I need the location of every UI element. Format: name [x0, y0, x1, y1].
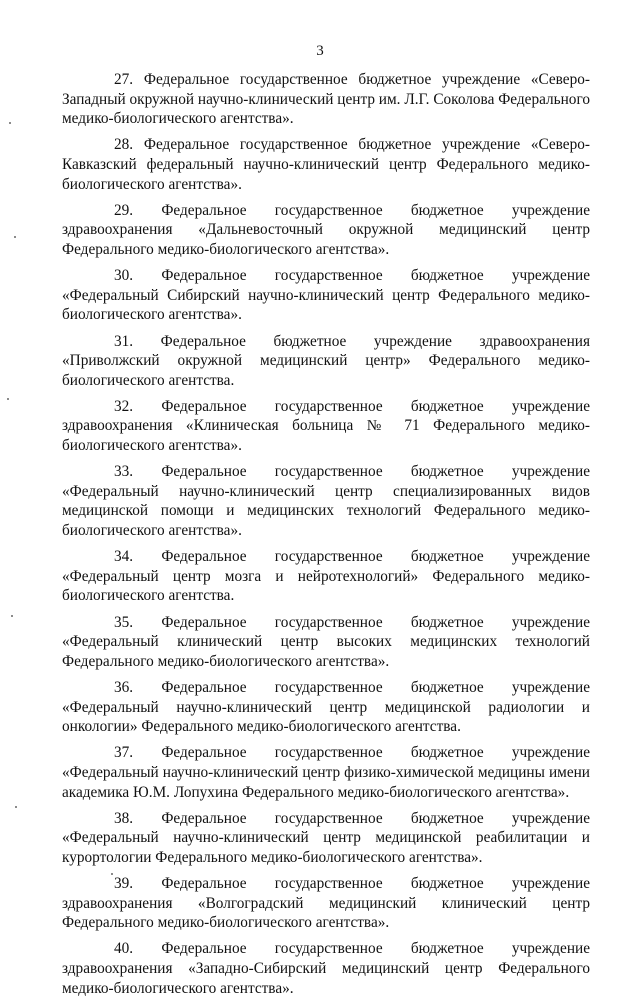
scan-speck	[11, 615, 13, 617]
institution-list	[62, 70, 590, 1005]
list-item-text: 35. Федеральное государственное бюджетное учреждение «Федеральный клинический центр высоких медицинских технологий Федерального медико-биологического агентства».	[62, 613, 590, 670]
list-item	[62, 135, 590, 194]
list-item	[62, 809, 590, 868]
list-item	[62, 874, 590, 933]
list-item-text: 33. Федеральное государственное бюджетное учреждение «Федеральный научно-клинический центр специализированных видов медицинской помощи и медицинских технологий Федерального медико-биологического агентства».	[62, 463, 590, 540]
list-item	[62, 678, 590, 737]
list-item-text: 37. Федеральное государственное бюджетное учреждение «Федеральный научно-клинический центр физико-химической медицины имени академика Ю.М. Лопухина Федерального медико-биологического агентства».	[62, 744, 590, 801]
list-item-text: 29. Федеральное государственное бюджетное учреждение здравоохранения «Дальневосточный окружной медицинский центр Федерального медико-биологического агентства».	[62, 201, 590, 258]
list-item	[62, 462, 590, 540]
list-item	[62, 547, 590, 606]
list-item	[62, 613, 590, 672]
list-item-text: 31. Федеральное бюджетное учреждение здравоохранения «Приволжский окружной медицинский центр» Федерального медико-биологического агентства.	[62, 332, 590, 389]
list-item	[62, 939, 590, 998]
scan-speck	[14, 236, 16, 238]
list-item	[62, 70, 590, 129]
list-item	[62, 397, 590, 456]
page-number: 3	[316, 43, 324, 59]
list-item-text: 34. Федеральное государственное бюджетное учреждение «Федеральный центр мозга и нейротехнологий» Федерального медико-биологического агентства.	[62, 548, 590, 605]
list-item	[62, 743, 590, 802]
list-item-text: 40. Федеральное государственное бюджетное учреждение здравоохранения «Западно-Сибирский медицинский центр Федерального медико-биологического агентства».	[62, 940, 590, 997]
list-item-text: 32. Федеральное государственное бюджетное учреждение здравоохранения «Клиническая больница № 71 Федерального медико-биологического агентства».	[62, 397, 590, 455]
list-item	[62, 266, 590, 325]
list-item-text: 30. Федеральное государственное бюджетное учреждение «Федеральный Сибирский научно-клинический центр Федерального медико-биологического агентства».	[62, 267, 590, 324]
list-item	[62, 201, 590, 260]
list-item-text: 36. Федеральное государственное бюджетное учреждение «Федеральный научно-клинический центр медицинской радиологии и онкологии» Федерального медико-биологического агентства.	[62, 678, 590, 736]
list-item-text: 38. Федеральное государственное бюджетное учреждение «Федеральный научно-клинический центр медицинской реабилитации и курортологии Федерального медико-биологического агентства».	[62, 809, 590, 866]
scan-speck	[15, 806, 17, 808]
scan-speck	[9, 122, 11, 124]
scan-speck	[7, 398, 9, 400]
list-item-text: 28. Федеральное государственное бюджетное учреждение «Северо-Кавказский федеральный научно-клинический центр Федерального медико-биологического агентства».	[62, 136, 590, 193]
list-item-text: 39. Федеральное государственное бюджетное учреждение здравоохранения «Волгоградский медицинский клинический центр Федерального медико-биологического агентства».	[62, 875, 590, 932]
scan-speck	[111, 873, 113, 875]
list-item-text: 27. Федеральное государственное бюджетное учреждение «Северо-Западный окружной научно-клинический центр им. Л.Г. Соколова Федерального медико-биологического агентства».	[62, 71, 590, 128]
list-item	[62, 332, 590, 391]
